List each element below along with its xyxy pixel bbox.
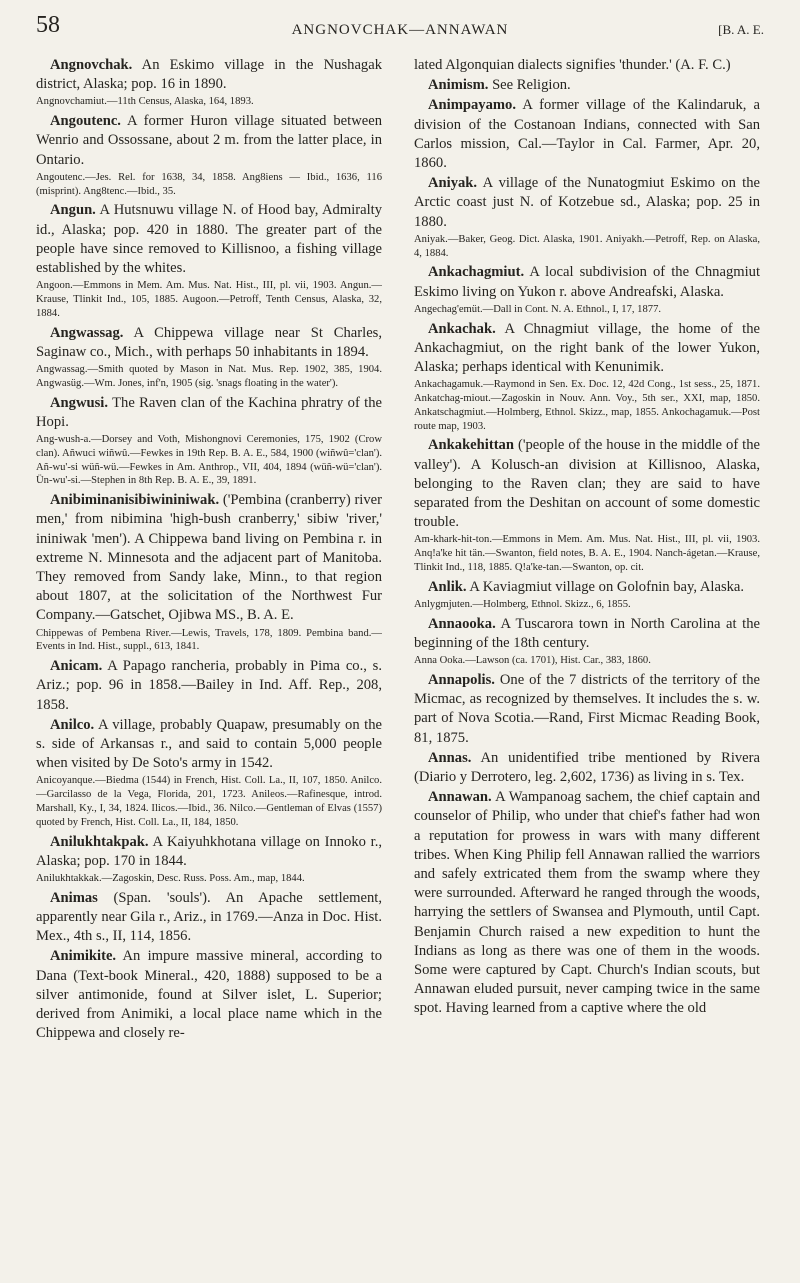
entry-headword: Animas [50,889,98,906]
entry-headword: Anilco. [50,716,95,733]
entry-headword: Angnovchak. [50,57,133,73]
entry-headword: Anlik. [428,578,467,595]
entry-text: (Span. 'souls'). An Apache settlement, apparently near Gila r., Ariz., in 1769.—Anza in Doc. Hist. Mex., 4th s., II, 114, 1856. [36,889,382,945]
entry-headword: Anilukhtakpak. [50,833,149,850]
entry-synonymy: Angechag'emüt.—Dall in Cont. N. A. Ethnol., I, 17, 1877. [414,303,662,315]
dictionary-entry [414,615,760,653]
entry-text: A Chnagmiut village, the home of the Ankachagmiut, on the right bank of the lower Yukon, Alaska; perhaps identical with Kenunimik. [414,320,760,376]
entry-headword: Anibiminanisibiwininiwak. [50,492,220,509]
entry-synonymy: Anilukhtakkak.—Zagoskin, Desc. Russ. Poss. Am., map, 1844. [36,873,305,885]
dictionary-entry [36,491,382,625]
entry-text: A former village of the Kalindaruk, a division of the Costanoan Indians, connected with San Carlos mission, Cal.—Taylor in Cal. Farmer, Apr. 20, 1860. [414,97,760,172]
entry-text: A Chippewa village near St Charles, Saginaw co., Mich., with perhaps 50 inhabitants in 1894. [36,324,382,360]
entry-headword: Annawan. [428,789,492,806]
dictionary-entry [36,889,382,947]
entry-headword: Annaooka. [428,615,496,632]
dictionary-entry [414,56,760,75]
dictionary-entry [36,324,382,362]
dictionary-entry [36,56,382,94]
entry-text: A local subdivision of the Chnagmiut Eskimo living on Yukon r. above Andreafski, Alaska. [414,264,760,300]
entry-text: lated Algonquian dialects signifies 'thunder.' (A. F. C.) [414,57,731,73]
dictionary-entry [414,578,760,597]
dictionary-entry [36,947,382,1043]
dictionary-entry [414,671,760,748]
entry-text: A Kaviagmiut village on Golofnin bay, Alaska. [469,578,745,595]
entry-synonymy: Angoon.—Emmons in Mem. Am. Mus. Nat. Hist., III, pl. vii, 1903. Angun.—Krause, Tlinkit Ind., 105, 1885. Augoon.—Petroff, Tenth Census, Alaska, 32, 1884. [36,280,382,319]
entry-synonymy: Angnovchamiut.—11th Census, Alaska, 164, 1893. [36,96,254,108]
entry-synonymy: Aniyak.—Baker, Geog. Dict. Alaska, 1901. Aniyakh.—Petroff, Rep. on Alaska, 4, 1884. [414,233,760,259]
page-number: 58 [36,12,60,38]
entry-text: The Raven clan of the Kachina phratry of the Hopi. [36,394,382,430]
entry-headword: Ankachagmiut. [428,264,525,281]
entry-headword: Ankachak. [428,320,496,337]
entry-text: A Tuscarora town in North Carolina at the beginning of the 18th century. [414,615,760,652]
entry-headword: Angun. [50,202,96,219]
entry-synonymy: Ang-wush-a.—Dorsey and Voth, Mishongnovi Ceremonies, 175, 1902 (Crow clan). Añwuci wiñwû.—Fewkes in 19th Rep. B. A. E., 584, 1900 (wiñwû='clan'). Añ-wu'-si wüñ-wü.—Fewkes in Am. Anthrop., VII, 404, 1894 (wüñ-wü='clan'). Ün-wu'-si.—Stephen in 8th Rep. B. A. E., 39, 1891. [36,434,382,487]
dictionary-entry [414,76,760,95]
dictionary-entry [36,716,382,774]
entry-text: ('people of the house in the middle of the valley'). A Kolusch-an division at Killisnoo, Alaska, belonging to the Raven clan; they are said to have separated from the Deshitan on account of some domestic trouble. [414,437,760,531]
entry-synonymy: Ankachagamuk.—Raymond in Sen. Ex. Doc. 12, 42d Cong., 1st sess., 25, 1871. Ankatchag-miout.—Zagoskin in Nouv. Ann. Voy., 5th ser., XXI, map, 1850. Ankatschagmiut.—Holmberg, Ethnol. Skizz., map, 1855. Ankochagamuk.—Post route map, 1903. [414,379,760,432]
dictionary-entry [414,263,760,301]
entry-text: A Hutsnuwu village N. of Hood bay, Admiralty id., Alaska; pop. 420 in 1880. The greater part of the people have since removed to Killisnoo, a fishing village established by the whites. [36,202,382,277]
entry-text: An impure massive mineral, according to Dana (Text-book Mineral., 420, 1888) supposed to be a silver antimonide, found at Silver islet, L. Superior; derived from Animiki, a local place name which in the Chippewa and closely re- [36,948,382,1042]
entry-headword: Angwusi. [50,394,108,411]
left-column [36,56,382,1271]
dictionary-entry [414,749,760,787]
entry-headword: Anicam. [50,658,103,675]
dictionary-entry [36,657,382,715]
entry-headword: Ankakehittan [428,437,514,454]
entry-text: A village of the Nunatogmiut Eskimo on the Arctic coast just N. of Kotzebue sd., Alaska; pop. 25 in 1880. [414,175,760,230]
dictionary-entry [36,394,382,432]
entry-headword: Animism. [428,77,489,94]
page-header [36,12,764,48]
entry-text: A Kaiyuhkhotana village on Innoko r., Alaska; pop. 170 in 1844. [36,833,382,869]
dictionary-entry [414,96,760,173]
entry-text: A former Huron village situated between Wenrio and Ossossane, about 2 m. from the latter place, in Ontario. [36,113,382,168]
dictionary-entry [36,201,382,278]
section-mark: [B. A. E. [718,22,764,37]
right-column [414,56,760,1271]
running-head: ANGNOVCHAK—ANNAWAN [291,22,509,38]
entry-headword: Angoutenc. [50,113,121,130]
entry-text: A village, probably Quapaw, presumably on the s. side of Arkansas r., and said to contain 5,000 people when visited by De Soto's army in 1542. [36,716,382,772]
entry-text: ('Pembina (cranberry) river men,' from nibimina 'high-bush cranberry,' sibiw 'river,' ininiwak 'men'). A Chippewa band living on Pembina r. in extreme N. Minnesota and the adjacent part of Manitoba. They removed from Sandy lake, Minn., to that region about 1807, at the solicitation of the Northwest Fur Company.—Gatschet, Ojibwa MS., B. A. E. [36,492,382,624]
entry-synonymy: Anlygmjuten.—Holmberg, Ethnol. Skizz., 6, 1855. [414,599,631,611]
entry-synonymy: Am-khark-hit-ton.—Emmons in Mem. Am. Mus. Nat. Hist., III, pl. vii, 1903. Anq!a'ke hit tän.—Swanton, field notes, B. A. E., 1904. Nanch-ágetan.—Krause, Tlinkit Ind., 118, 1885. Q!a'ke-tan.—Swanton, op. cit. [414,534,760,574]
dictionary-entry [414,320,760,378]
entry-headword: Angwassag. [50,324,124,341]
dictionary-entry [414,174,760,232]
dictionary-entry [414,436,760,532]
entry-headword: Annapolis. [428,672,495,689]
entry-synonymy: Angoutenc.—Jes. Rel. for 1638, 34, 1858. Ang8iens — Ibid., 1636, 116 (misprint). Ang8tenc.—Ibid., 35. [36,171,382,197]
entry-synonymy: Anna Ooka.—Lawson (ca. 1701), Hist. Car., 383, 1860. [414,655,651,667]
dictionary-entry [36,833,382,871]
dictionary-entry [36,112,382,170]
dictionary-entry [414,788,760,1018]
entry-synonymy: Chippewas of Pembena River.—Lewis, Travels, 178, 1809. Pembina band.—Events in Ind. Hist., suppl., 613, 1841. [36,627,382,653]
entry-text: An unidentified tribe mentioned by Rivera (Diario y Derrotero, leg. 2,602, 1736) as living in s. Tex. [414,749,760,786]
entry-synonymy: Angwassag.—Smith quoted by Mason in Nat. Mus. Rep. 1902, 385, 1904. Angwasüg.—Wm. Jones, inf'n, 1905 (sig. 'snags floating in the water'). [36,364,382,389]
entry-text: A Wampanoag sachem, the chief captain and counselor of Philip, who under that chief's father had won a reputation for prowess in wars with many different tribes. When King Philip fell Annawan rallied the warriors and safely extricated them from the swamp where they were surrounded. Afterward he ranged through the woods, harrying the settlers of Swansea and Plymouth, until Capt. Benjamin Church raised a new expedition to hunt the Indians as long as there was one of them in the woods. Some were captured by Capt. Church's Indian scouts, but Annawan eluded pursuit, never camping twice in the same spot. Having learned from a captive where the old [414,789,760,1017]
entry-text: See Religion. [492,77,571,94]
entry-synonymy: Anicoyanque.—Biedma (1544) in French, Hist. Coll. La., II, 107, 1850. Anilco.—Garcilasso de la Vega, Florida, 201, 1723. Anileos.—Rafinesque, introd. Marshall, Ky., I, 34, 1824. Ilicos.—Ibid., 36. Nilco.—Gentleman of Elvas (1557) quoted by French, Hist. Coll. La., II, 184, 1850. [36,775,382,828]
entry-headword: Aniyak. [428,175,478,192]
entry-headword: Animikite. [50,948,117,965]
entry-headword: Animpayamo. [428,97,516,114]
entry-text: A Papago rancheria, probably in Pima co., s. Ariz.; pop. 96 in 1858.—Bailey in Ind. Aff. Rep., 208, 1858. [36,658,382,713]
entry-headword: Annas. [428,749,472,766]
entry-text: An Eskimo village in the Nushagak district, Alaska; pop. 16 in 1890. [36,57,382,93]
entry-text: One of the 7 districts of the territory of the Micmac, as recognized by themselves. It includes the s. w. part of Nova Scotia.—Rand, First Micmac Reading Book, 81, 1875. [414,672,760,746]
